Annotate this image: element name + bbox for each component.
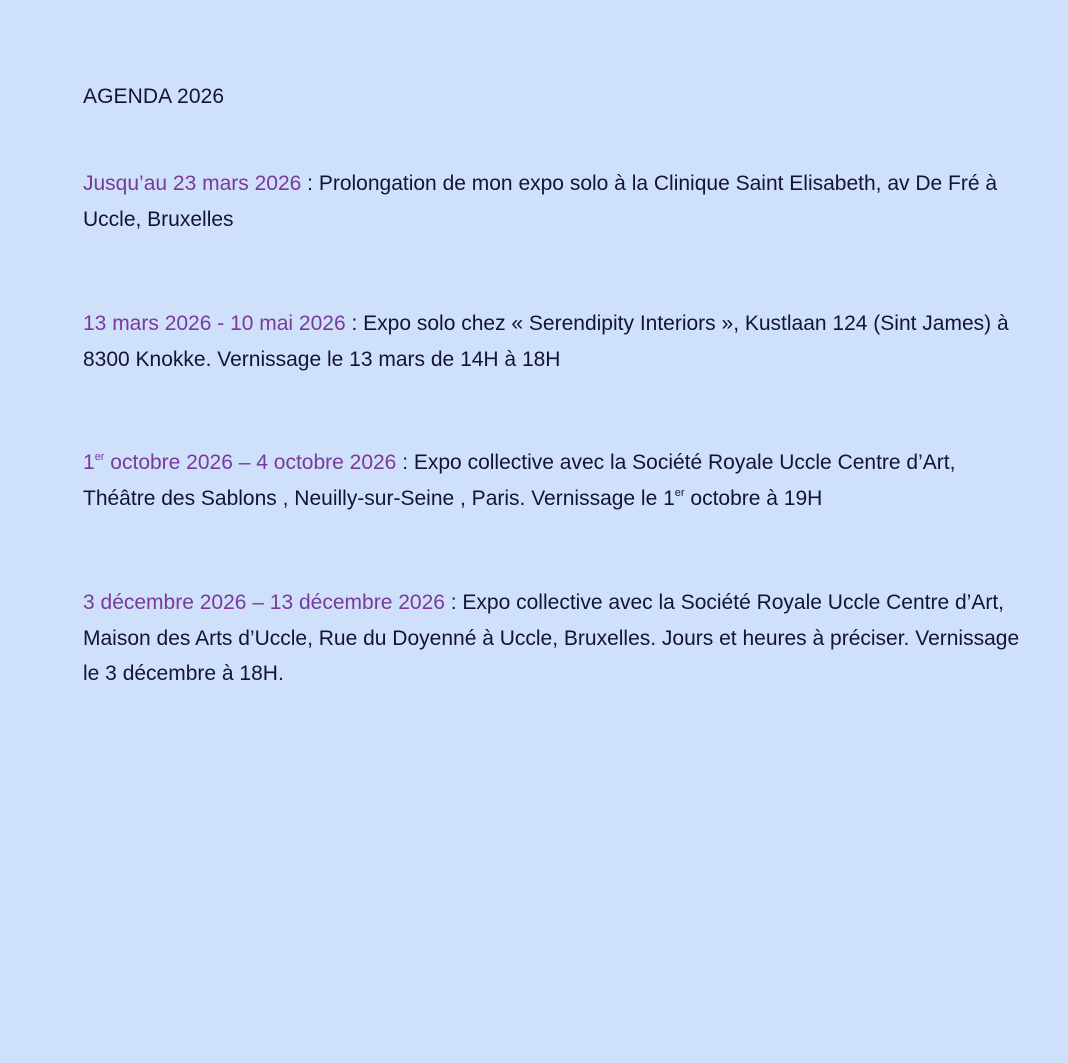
agenda-title: AGENDA 2026 (83, 85, 225, 108)
entry-description: : Expo collective avec la Société Royale Uccle Centre d’Art, Maison des Arts d’Uccle, Rue du Doyenné à Uccle, Bruxelles. Jours et heures à préciser. Vernissage le 3 décembre à 18H. (83, 591, 1020, 685)
entry-description-end: octobre à 19H (684, 486, 823, 510)
entry-date: Jusqu’au 23 mars 2026 (83, 172, 302, 195)
entry-description-start: : Expo collective avec la Société Royale Uccle Centre d’Art, Théâtre des Sablons , Neuilly-sur-Seine , Paris. Vernissage le 1 (83, 451, 956, 510)
entry-date (83, 451, 396, 474)
agenda-entry (83, 445, 1033, 516)
agenda-entry (83, 166, 1033, 237)
entry-date-ordinal: er (94, 451, 105, 463)
entry-date-rest: octobre 2026 – 4 octobre 2026 (104, 451, 397, 474)
entry-description: : Expo solo chez « Serendipity Interiors », Kustlaan 124 (Sint James) à 8300 Knokke. Vernissage le 13 mars de 14H à 18H (83, 312, 1009, 371)
entry-date-day: 1 (83, 451, 95, 474)
entry-description: : Prolongation de mon expo solo à la Clinique Saint Elisabeth, av De Fré à Uccle, Bruxelles (83, 172, 998, 231)
agenda-entry (83, 585, 1033, 692)
entry-date: 13 mars 2026 - 10 mai 2026 (83, 312, 346, 335)
agenda-entry (83, 306, 1033, 377)
entry-description-ordinal: er (674, 486, 685, 499)
entry-date: 3 décembre 2026 – 13 décembre 2026 (83, 591, 445, 614)
